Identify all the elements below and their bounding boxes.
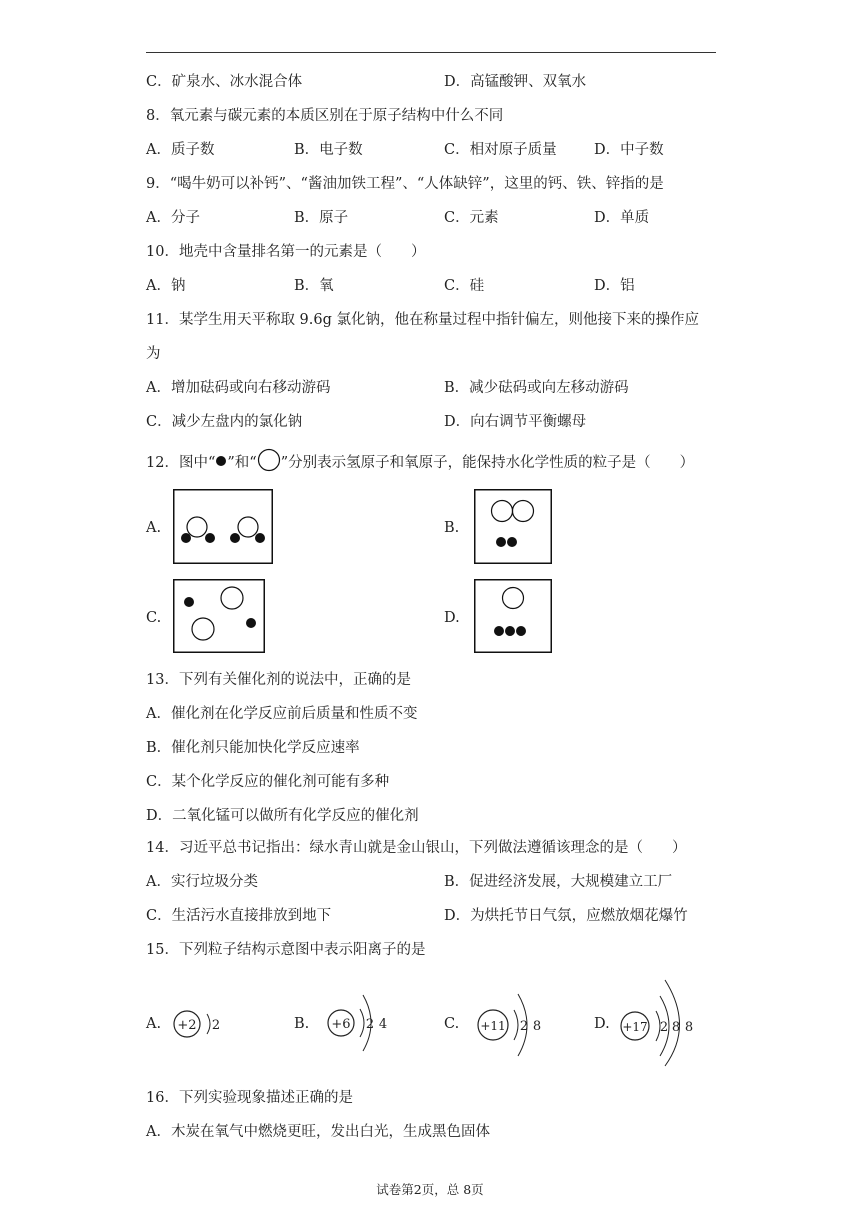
q16-stem: 16．下列实验现象描述正确的是 [146, 1090, 353, 1106]
q15-option-b-label: B. [294, 1016, 310, 1032]
q8-option-d: D．中子数 [594, 142, 664, 158]
q9-option-d: D．单质 [594, 210, 650, 226]
q13-option-a: A．催化剂在化学反应前后质量和性质不变 [146, 706, 418, 722]
q10-option-b: B．氧 [294, 278, 334, 294]
shell-electrons-2: 8 [671, 1020, 681, 1035]
q11-stem-line1: 11．某学生用天平称取 9.6g 氯化钠，他在称量过程中指针偏左，则他接下来的操作应 [146, 312, 700, 328]
nucleus-charge: +11 [480, 1019, 506, 1033]
q12-option-c-figure [173, 579, 265, 653]
q13-option-b: B．催化剂只能加快化学反应速率 [146, 740, 360, 756]
oxygen-atom-icon [257, 448, 281, 478]
q12-option-d-figure [474, 579, 552, 653]
nucleus-charge: +2 [177, 1018, 197, 1033]
q12-option-a-figure [173, 489, 273, 564]
shell-electrons-1: 2 [519, 1019, 529, 1034]
hydrogen-atom-icon [215, 453, 227, 473]
page-footer: 试卷第2页，总 8页 [376, 1182, 484, 1197]
q11-option-b: B．减少砝码或向左移动游码 [444, 380, 629, 396]
q15-option-d-diagram [618, 976, 704, 1068]
q15-option-c-diagram [474, 988, 554, 1062]
q12-option-b-figure [474, 489, 552, 564]
q14-option-a: A．实行垃圾分类 [146, 874, 258, 890]
q13-stem: 13．下列有关催化剂的说法中，正确的是 [146, 672, 411, 688]
q7-option-d: D．高锰酸钾、双氧水 [444, 74, 587, 90]
q9-option-b: B．原子 [294, 210, 349, 226]
q15-option-a-diagram [170, 1000, 230, 1050]
q12-option-d-label: D. [444, 610, 460, 626]
nucleus-charge: +17 [622, 1020, 648, 1034]
q12-option-a-label: A. [146, 520, 162, 536]
electron-shell-1 [514, 1010, 518, 1040]
q9-option-a: A．分子 [146, 210, 200, 226]
q12-option-b-label: B. [444, 520, 460, 536]
q8-option-a: A．质子数 [146, 142, 215, 158]
shell-electrons-1: 2 [365, 1017, 375, 1032]
q12-stem [146, 448, 694, 478]
q11-option-a: A．增加砝码或向右移动游码 [146, 380, 331, 396]
q10-option-d: D．铝 [594, 278, 635, 294]
shell-electrons-1: 2 [659, 1020, 669, 1035]
q12-stem-part1: 12．图中“ [146, 455, 216, 471]
q14-option-d: D．为烘托节日气氛，应燃放烟花爆竹 [444, 908, 688, 924]
q12-stem-part2: ”和“ [227, 455, 257, 471]
shell-electrons-2: 8 [532, 1019, 542, 1034]
q15-stem: 15．下列粒子结构示意图中表示阳离子的是 [146, 942, 426, 958]
q15-option-d-label: D. [594, 1016, 610, 1032]
q7-option-c: C．矿泉水、冰水混合体 [146, 74, 303, 90]
electron-shell-1 [360, 1009, 364, 1037]
q9-stem: 9．“喝牛奶可以补钙”、“酱油加铁工程”、“人体缺锌”，这里的钙、铁、锌指的是 [146, 176, 664, 192]
q13-option-d: D．二氧化锰可以做所有化学反应的催化剂 [146, 808, 419, 824]
q10-option-a: A．钠 [146, 278, 186, 294]
q8-stem: 8．氧元素与碳元素的本质区别在于原子结构中什么不同 [146, 108, 504, 124]
q15-option-b-diagram [322, 990, 394, 1060]
q8-option-b: B．电子数 [294, 142, 363, 158]
shell-electrons-3: 8 [684, 1020, 694, 1035]
q14-option-b: B．促进经济发展，大规模建立工厂 [444, 874, 673, 890]
q9-option-c: C．元素 [444, 210, 499, 226]
shell-electrons-2: 4 [378, 1017, 388, 1032]
shell-electrons-1: 2 [211, 1018, 221, 1033]
q14-option-c: C．生活污水直接排放到地下 [146, 908, 332, 924]
q10-option-c: C．硅 [444, 278, 485, 294]
q12-stem-part3: ”分别表示氢原子和氧原子，能保持水化学性质的粒子是（ ） [280, 455, 695, 471]
electron-shell-1 [207, 1014, 210, 1034]
q16-option-a: A．木炭在氧气中燃烧更旺，发出白光，生成黑色固体 [146, 1124, 490, 1140]
q13-option-c: C．某个化学反应的催化剂可能有多种 [146, 774, 390, 790]
q15-option-a-label: A. [146, 1016, 162, 1032]
q11-stem-line2: 为 [146, 346, 161, 362]
header-rule [146, 52, 716, 53]
q10-stem: 10．地壳中含量排名第一的元素是（ ） [146, 244, 426, 260]
q11-option-c: C．减少左盘内的氯化钠 [146, 414, 303, 430]
nucleus-charge: +6 [331, 1017, 351, 1032]
q12-option-c-label: C. [146, 610, 162, 626]
q15-option-c-label: C. [444, 1016, 460, 1032]
q8-option-c: C．相对原子质量 [444, 142, 557, 158]
q14-stem: 14．习近平总书记指出：绿水青山就是金山银山，下列做法遵循该理念的是（ ） [146, 840, 687, 856]
q11-option-d: D．向右调节平衡螺母 [444, 414, 587, 430]
